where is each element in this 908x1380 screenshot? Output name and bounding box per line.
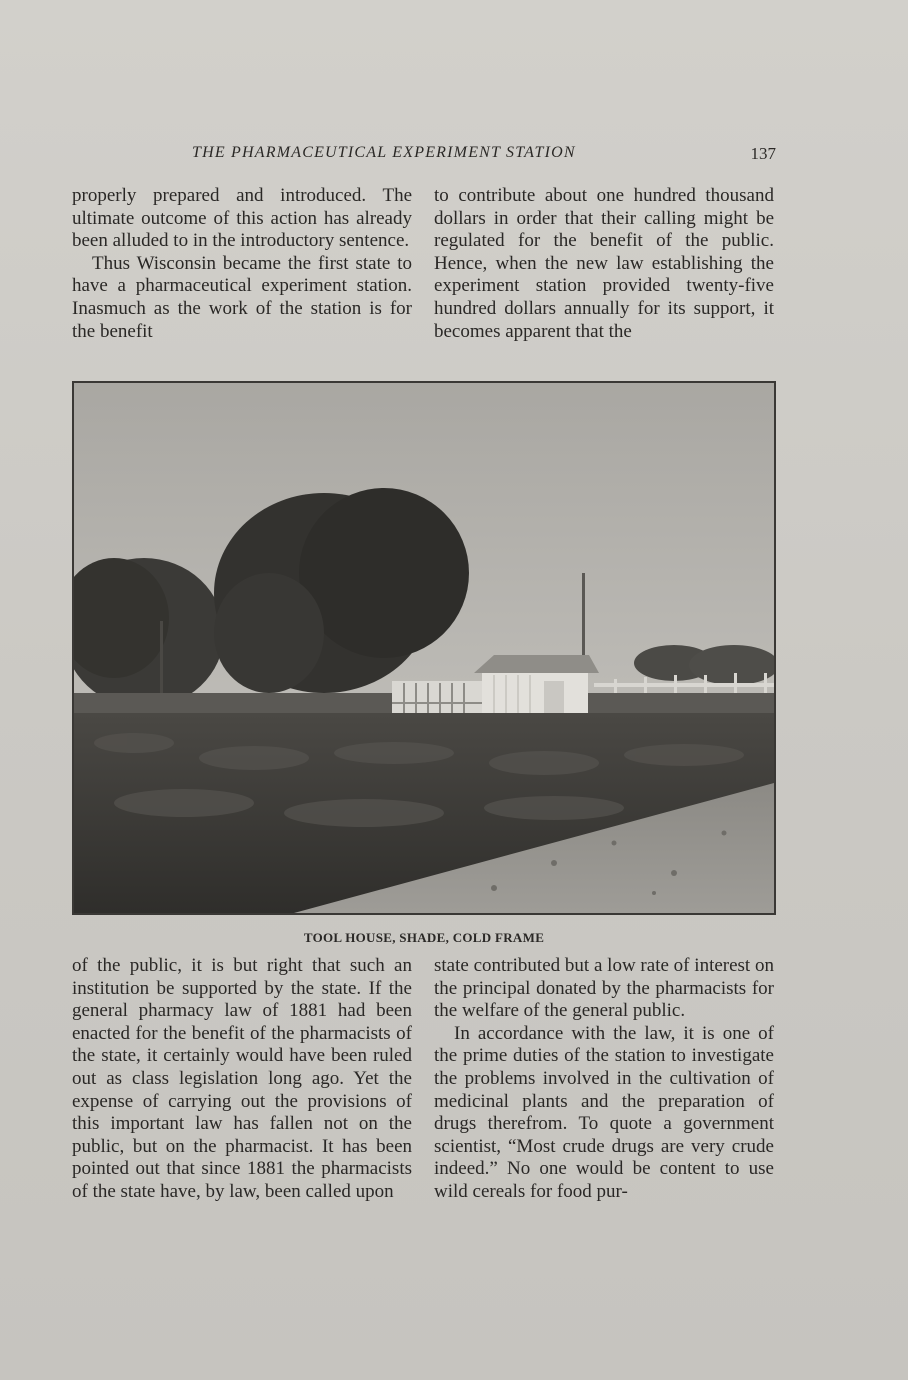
text-column-top-left: [72, 185, 412, 343]
photograph: [72, 381, 776, 915]
figure-caption: TOOL HOUSE, SHADE, COLD FRAME: [303, 930, 545, 945]
paragraph: In accordance with the law, it is one of the prime duties of the station to investigate the problems involved in the cultivation of medicinal plants and the preparation of drugs therefrom. To quote a government scientist, “Most crude drugs are very crude indeed.” No one would be content to use wild cereals for food pur-: [434, 1022, 774, 1202]
paragraph: to contribute about one hundred thousand dollars in order that their calling might be regulated for the benefit of the public. Hence, when the new law establishing the experiment station provided twenty-five hundred dollars annually for its support, it becomes apparent that the: [434, 185, 774, 342]
photo-illustration: [74, 383, 774, 913]
text-column-bottom-right: [434, 955, 774, 1204]
text-column-top-right: [434, 185, 774, 343]
paragraph: properly prepared and introduced. The ultimate outcome of this action has already been alluded to in the introductory sentence.: [72, 185, 412, 252]
paragraph: state contributed but a low rate of interest on the principal donated by the pharmacists for the welfare of the general public.: [434, 955, 774, 1022]
paragraph: Thus Wisconsin became the first state to have a pharmaceutical experiment station. Inasmuch as the work of the station is for the benefit: [72, 252, 412, 342]
paragraph: of the public, it is but right that such an institution be supported by the state. If the general pharmacy law of 1881 had been enacted for the benefit of the pharmacists of the state, it certainly would have been ruled out as class legislation long ago. Yet the expense of carrying out the provisions of this important law has fallen not on the public, but on the pharmacist. It has been pointed out that since 1881 the pharmacists of the state have, by law, been called upon: [72, 955, 412, 1202]
page-number: 137: [750, 144, 776, 163]
text-column-bottom-left: [72, 955, 412, 1204]
running-head: THE PHARMACEUTICAL EXPERIMENT STATION: [192, 144, 576, 161]
